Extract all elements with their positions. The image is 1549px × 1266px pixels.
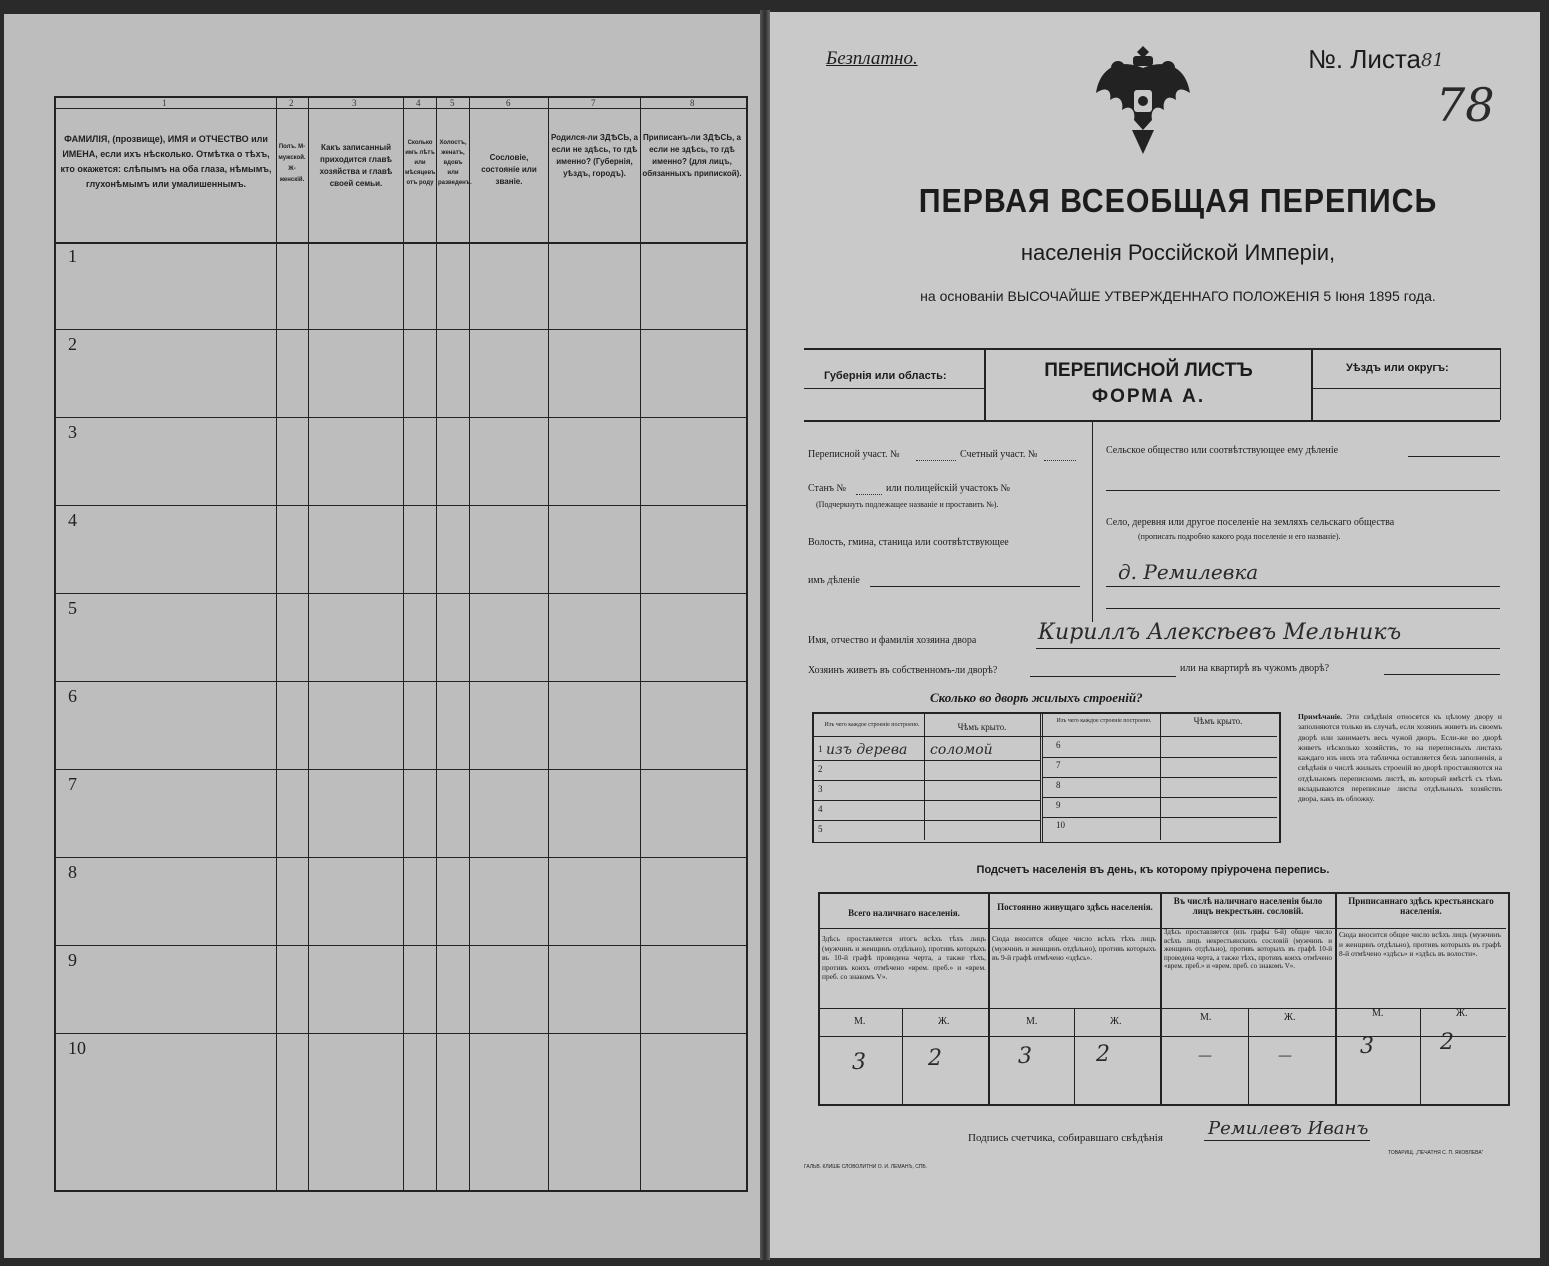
bld-row-number: 8 xyxy=(1056,780,1061,790)
lives-label: Хозяинъ живетъ въ собственномъ-ли дворѣ? xyxy=(808,665,998,676)
bld-header-made: Изъ чего каждое строеніе построено. xyxy=(824,722,920,728)
row-number-5: 5 xyxy=(68,598,77,618)
bld-header-roof: Чѣмъ крыто. xyxy=(957,722,1007,732)
note-text: Эти свѣдѣнія относятся къ цѣлому двору и заполняются только въ случаѣ, если хозяинъ живетъ въ своемъ дворѣ или занимаетъ весь чужой дворъ. Если-же во дворѣ живетъ нѣсколько хозяйствъ, то на переписныхъ листахъ каждаго изъ нихъ эта табличка оставляется безъ заполненія, а свѣдѣнія о числѣ жилыхъ строеній во дворѣ проставляются на отдѣльномъ переписномъ листѣ, въ который вмѣстѣ съ тѣмъ вкладываются переписные листы отдѣльныхъ хозяйствъ двора, какъ въ обложку. xyxy=(1298,712,1502,804)
header-birthplace: Родился-ли ЗДѢСЬ, а если не здѣсь, то гдѣ именно? (Губернія, уѣздъ, городъ). xyxy=(551,133,638,178)
count-permanent-f: 2 xyxy=(1096,1042,1110,1067)
owner-value: Кириллъ Алексѣевъ Мельникъ xyxy=(1038,620,1402,645)
col-number-8: 8 xyxy=(690,98,695,108)
bld-made-value: изъ дерева xyxy=(826,742,908,758)
count-head-permanent: Постоянно живущаго здѣсь населенія. xyxy=(997,902,1153,912)
count-registered-f: 2 xyxy=(1440,1030,1454,1055)
f-label: Ж. xyxy=(1284,1012,1296,1023)
header-age: Сколько имъ лѣтъ или мѣсяцевъ отъ роду xyxy=(405,140,436,186)
book-spine xyxy=(760,10,770,1260)
bld-roof-value: соломой xyxy=(930,742,993,758)
signature-label: Подпись счетчика, собиравшаго свѣдѣнія xyxy=(968,1132,1163,1144)
buildings-note xyxy=(1298,712,1502,805)
f-label: Ж. xyxy=(938,1016,950,1027)
count-registered-m: 3 xyxy=(1360,1034,1374,1059)
village-value: д. Ремилевка xyxy=(1118,560,1259,584)
population-count-table xyxy=(818,892,1510,1106)
volost-label: Волость, гмина, станица или соотвѣтствующее xyxy=(808,537,1009,548)
volost-label-2: имъ дѣленіе xyxy=(808,575,860,586)
printer-right: ТОВАРИЩ. „ПЕЧАТНЯ С. П. ЯКОВЛЕВА“ xyxy=(1388,1150,1484,1156)
person-table xyxy=(54,96,748,1192)
count-total-f: 2 xyxy=(928,1046,942,1071)
m-label: М. xyxy=(1372,1008,1384,1019)
header-registration: Приписанъ-ли ЗДѢСЬ, а если не здѣсь, то гдѣ именно? (для лицъ, обязанныхъ припиской). xyxy=(642,133,742,178)
page-subtitle: населенія Россійской Имперіи, xyxy=(1020,240,1336,265)
decree-basis: на основаніи ВЫСОЧАЙШЕ УТВЕРЖДЕННАГО ПОЛОЖЕНІЯ 5 Іюня 1895 года. xyxy=(920,288,1436,304)
row-number-1: 1 xyxy=(68,246,77,266)
buildings-question: Сколько во дворѣ жилыхъ строеній? xyxy=(930,690,1143,705)
sheet-number: 81 xyxy=(1421,50,1444,71)
count-desc-registered: Сюда вносится общее число всѣхъ лицъ (мужчинъ и женщинъ отдѣльно), противъ которыхъ въ графѣ 8-й отмѣчено «здѣсь» и «здѣсь въ волости». xyxy=(1339,930,1501,959)
header-sex: Полъ. М-мужской. Ж-женскій. xyxy=(278,144,306,183)
note-title: Примѣчаніе. xyxy=(1298,712,1343,721)
bld-row-number: 3 xyxy=(818,784,823,794)
count-head-registered: Приписаннаго здѣсь крестьянскаго населенія. xyxy=(1348,896,1494,916)
row-number-9: 9 xyxy=(68,950,77,970)
f-label: Ж. xyxy=(1110,1016,1122,1027)
bld-row-number: 7 xyxy=(1056,760,1061,770)
rent-label: или на квартирѣ въ чужомъ дворѣ? xyxy=(1180,663,1330,674)
right-page xyxy=(768,12,1540,1258)
count-title: Подсчетъ населенія въ день, къ которому пріурочена перепись. xyxy=(976,864,1330,876)
row-number-4: 4 xyxy=(68,510,77,530)
row-number-8: 8 xyxy=(68,862,77,882)
m-label: М. xyxy=(854,1016,866,1027)
f-label: Ж. xyxy=(1456,1008,1468,1019)
bld-header-made-2: Изъ чего каждое строеніе построено. xyxy=(1056,718,1152,724)
census-area-label: Переписной участ. № xyxy=(808,449,900,460)
header-relation: Какъ записанный приходится главѣ хозяйства и главѣ своей семьи. xyxy=(319,143,393,188)
bld-row-number: 6 xyxy=(1056,740,1061,750)
printer-left: ГАЛЬВ. КЛИШЕ СЛОВОЛИТНИ О. И. ЛЕМАНЪ, СПБ. xyxy=(804,1164,928,1170)
count-nonpeasant-m: — xyxy=(1198,1048,1212,1064)
district-label: Уѣздъ или округъ: xyxy=(1346,362,1449,374)
village-label: Село, деревня или другое поселеніе на земляхъ сельскаго общества xyxy=(1106,517,1395,528)
signature-value: Ремилевъ Иванъ xyxy=(1208,1118,1369,1139)
header-marital: Холостъ, женатъ, вдовъ или разведенъ. xyxy=(438,140,472,186)
col-number-1: 1 xyxy=(162,98,167,108)
counting-area-label: Счетный участ. № xyxy=(960,449,1038,460)
owner-label: Имя, отчество и фамилія хозяина двора xyxy=(808,635,977,646)
count-desc-nonpeasant: Здѣсь проставляется (изъ графы 6-й) общее число всѣхъ лицъ некрестьянскихъ сословій (мужчинъ и женщинъ отдѣльно), противъ которыхъ въ графѣ 10-й проведена черта, а также тѣхъ, противъ коихъ отмѣчено «врем. преб.» и «врем. преб. со знакомъ V». xyxy=(1164,928,1332,971)
free-label: Безплатно. xyxy=(826,48,918,69)
sheet-label: №. Листа xyxy=(1308,44,1422,74)
count-permanent-m: 3 xyxy=(1018,1044,1032,1069)
left-page xyxy=(4,14,762,1258)
row-number-10: 10 xyxy=(68,1038,86,1058)
count-total-m: 3 xyxy=(852,1050,866,1075)
archive-number: 78 xyxy=(1436,78,1495,132)
bld-row-number: 5 xyxy=(818,824,823,834)
count-nonpeasant-f: — xyxy=(1278,1048,1292,1064)
row-number-7: 7 xyxy=(68,774,77,794)
row-number-2: 2 xyxy=(68,334,77,354)
col-number-3: 3 xyxy=(352,98,357,108)
col-number-4: 4 xyxy=(416,98,421,108)
header-estate: Сословіе, состояніе или званіе. xyxy=(481,153,537,186)
bld-row-number: 1 xyxy=(818,744,823,754)
m-label: М. xyxy=(1200,1012,1212,1023)
stan-label: Станъ № xyxy=(808,483,847,494)
rural-society-label: Сельское общество или соотвѣтствующее ему дѣленіе xyxy=(1106,445,1339,456)
underline-note: (Подчеркнуть подлежащее названіе и проставить №). xyxy=(816,500,999,509)
bld-header-roof-2: Чѣмъ крыто. xyxy=(1193,716,1243,726)
col-number-7: 7 xyxy=(591,98,596,108)
bld-row-number: 10 xyxy=(1056,820,1065,830)
province-label: Губернія или область: xyxy=(824,370,947,382)
count-head-nonpeasant: Въ числѣ наличнаго населенія было лицъ некрестьян. сословій. xyxy=(1173,896,1323,916)
bld-row-number: 4 xyxy=(818,804,823,814)
form-title: ПЕРЕПИСНОЙ ЛИСТЪ xyxy=(1044,360,1253,381)
double-headed-eagle-icon xyxy=(1088,38,1198,158)
col-number-2: 2 xyxy=(289,98,294,108)
village-note: (прописать подробно какого рода поселеніе и его названіе). xyxy=(1138,532,1341,541)
count-desc-total: Здѣсь проставляется итогъ всѣхъ тѣхъ лицъ (мужчинъ и женщинъ отдѣльно), противъ которыхъ въ 10-й графѣ проведена черта, а также тѣхъ, противъ коихъ отмѣчено «врем. преб.» и «врем. преб. со знакомъ V». xyxy=(822,934,986,982)
page-title: ПЕРВАЯ ВСЕОБЩАЯ ПЕРЕПИСЬ xyxy=(918,182,1438,219)
count-desc-permanent: Сюда вносится общее число всѣхъ тѣхъ лицъ (мужчинъ и женщинъ отдѣльно), противъ которыхъ въ 9-й графѣ отмѣчено «здѣсь». xyxy=(992,934,1156,963)
police-label: или полицейскій участокъ № xyxy=(886,483,1011,494)
bld-row-number: 9 xyxy=(1056,800,1061,810)
row-number-3: 3 xyxy=(68,422,77,442)
form-subtitle: ФОРМА А. xyxy=(1091,386,1206,407)
count-head-total: Всего наличнаго населенія. xyxy=(848,908,960,918)
m-label: М. xyxy=(1026,1016,1038,1027)
row-number-6: 6 xyxy=(68,686,77,706)
col-number-6: 6 xyxy=(506,98,511,108)
bld-row-number: 2 xyxy=(818,764,823,774)
col-number-5: 5 xyxy=(450,98,455,108)
header-name: ФАМИЛІЯ, (прозвище), ИМЯ и ОТЧЕСТВО или ИМЕНА, если ихъ нѣсколько. Отмѣтка о тѣхъ, кто окажется: слѣпымъ на оба глаза, нѣмымъ, глухонѣмымъ или умалишеннымъ. xyxy=(60,134,272,189)
